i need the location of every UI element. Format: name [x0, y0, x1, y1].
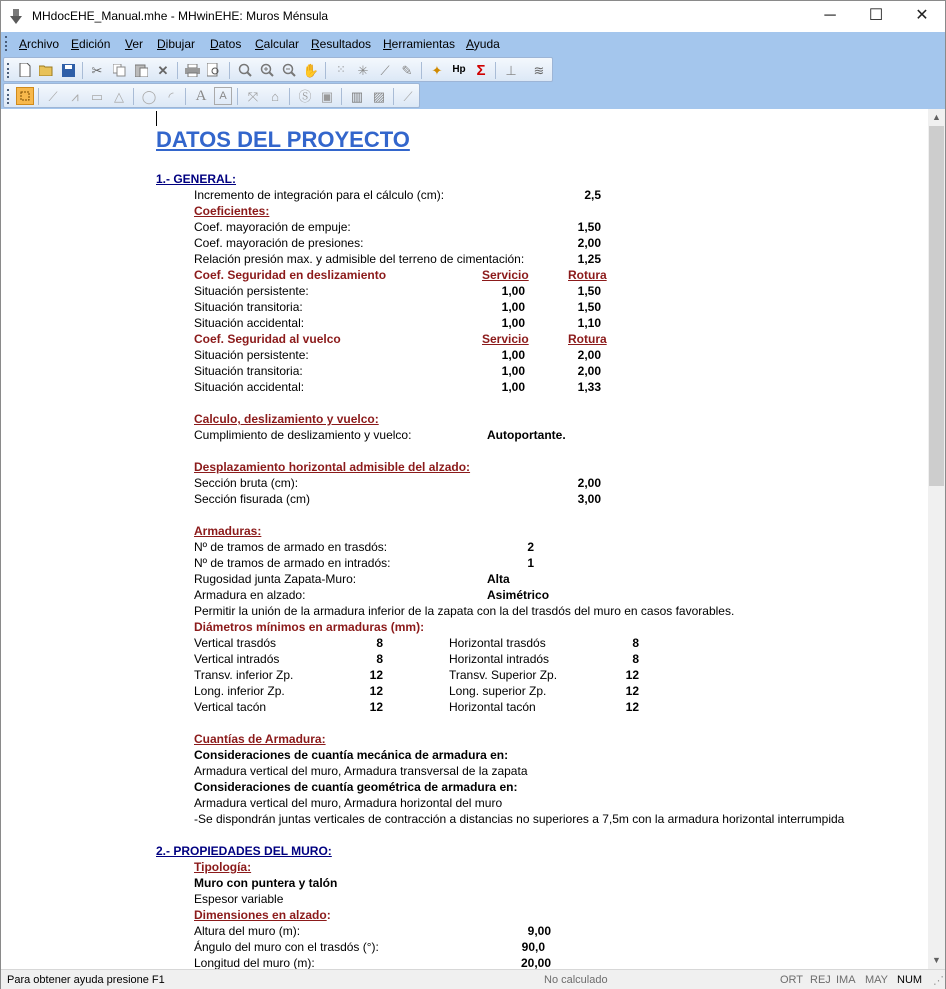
desl-servicio-value: 1,00: [501, 316, 525, 330]
pencil-icon[interactable]: ✎: [401, 62, 413, 78]
toolbar-separator: [341, 88, 342, 105]
diam-right-label: Long. superior Zp.: [449, 684, 547, 698]
zoom-in-icon[interactable]: [258, 61, 276, 79]
measure-icon[interactable]: ⟋: [380, 62, 390, 78]
grid-icon[interactable]: ⁙: [336, 63, 346, 76]
diam-right-label: Horizontal tacón: [449, 700, 536, 714]
juntas-text: -Se dispondrán juntas verticales de contracción a distancias no superiores a 7,5m con la armadura horizontal interrumpida: [194, 812, 845, 826]
toolbar-separator: [289, 88, 290, 105]
diam-right-label: Transv. Superior Zp.: [449, 668, 558, 682]
drawing-toolbar: [3, 83, 420, 108]
status-bar: [1, 969, 945, 989]
select-rect-icon[interactable]: [16, 87, 34, 105]
menu-calcular[interactable]: Calcular: [255, 37, 300, 51]
diam-right-value: 8: [632, 636, 639, 650]
longitud-label: Longitud del muro (m):: [194, 956, 315, 969]
text-icon[interactable]: A: [195, 87, 207, 104]
desl-rotura-value: 1,50: [577, 300, 601, 314]
menu-archivo[interactable]: Archivo: [19, 37, 60, 51]
altura-value: 9,00: [527, 924, 551, 938]
transitoria-label: Situación transitoria:: [194, 364, 303, 378]
toolbar-grip: [7, 63, 9, 78]
magic-icon[interactable]: ✦: [431, 62, 443, 78]
tramos-intrados-value: 1: [527, 556, 534, 570]
print-preview-icon[interactable]: [205, 61, 223, 79]
tipologia-value: Muro con puntera y talón: [194, 876, 338, 890]
rotura-header: Rotura: [568, 268, 607, 282]
main-toolbar: [3, 57, 553, 82]
armadura-alzado-value: Asimétrico: [487, 588, 550, 602]
cuantia-geometrica-text: Armadura vertical del muro, Armadura horizontal del muro: [194, 796, 503, 810]
window-title: MHdocEHE_Manual.mhe - MHwinEHE: Muros Ménsula: [32, 9, 329, 23]
angulo-label: Ángulo del muro con el trasdós (°):: [194, 940, 379, 954]
calculo-heading: Calculo, deslizamiento y vuelco:: [194, 412, 379, 426]
accidental-label: Situación accidental:: [194, 380, 305, 394]
status-ima: IMA: [836, 974, 856, 986]
presiones-value: 2,00: [577, 236, 601, 250]
tramos-intrados-label: Nº de tramos de armado en intradós:: [194, 556, 391, 570]
paste-icon[interactable]: [132, 61, 150, 79]
cumplimiento-label: Cumplimiento de deslizamiento y vuelco:: [194, 428, 412, 442]
menu-bar: [1, 32, 945, 54]
scroll-down-icon[interactable]: ▼: [932, 955, 941, 965]
rugosidad-label: Rugosidad junta Zapata-Muro:: [194, 572, 357, 586]
status-calc-state: No calculado: [544, 974, 608, 986]
incremento-label: Incremento de integración para el cálculo (cm):: [194, 188, 445, 202]
diam-left-value: 12: [369, 700, 383, 714]
seccion-bruta-value: 2,00: [577, 476, 601, 490]
hatch-icon[interactable]: ▨: [372, 88, 386, 104]
menu-ver[interactable]: Ver: [125, 37, 144, 51]
menu-resultados[interactable]: Resultados: [311, 37, 372, 51]
section-propiedades-heading: 2.- PROPIEDADES DEL MURO:: [156, 844, 332, 858]
diam-left-value: 12: [369, 668, 383, 682]
status-may: MAY: [865, 974, 889, 986]
cuantia-mecanica-heading: Consideraciones de cuantía mecánica de armadura en:: [194, 748, 509, 762]
layers-icon[interactable]: ≋: [533, 62, 545, 78]
vuelco-rotura-value: 2,00: [577, 348, 601, 362]
rugosidad-value: Alta: [487, 572, 510, 586]
app-icon: [10, 9, 22, 24]
arc-icon[interactable]: ◜: [168, 88, 174, 104]
pan-hand-icon[interactable]: ✋: [302, 62, 320, 78]
chart-icon[interactable]: ▥: [350, 88, 364, 104]
desl-rotura-value: 1,50: [577, 284, 601, 298]
vuelco-heading: Coef. Seguridad al vuelco: [194, 332, 341, 346]
diam-left-value: 8: [376, 636, 383, 650]
section-general-heading: 1.- GENERAL:: [156, 172, 237, 186]
diam-left-label: Vertical trasdós: [194, 636, 277, 650]
zoom-out-icon[interactable]: [280, 61, 298, 79]
resize-grip-icon[interactable]: ⋰: [933, 975, 944, 987]
status-rej: REJ: [810, 974, 831, 986]
menu-datos[interactable]: Datos: [210, 37, 242, 51]
title-bar: [1, 1, 945, 32]
cuantias-heading: Cuantías de Armadura:: [194, 732, 326, 746]
tramos-trasdos-value: 2: [527, 540, 534, 554]
deslizamiento-heading: Coef. Seguridad en deslizamiento: [194, 268, 387, 282]
status-ort: ORT: [780, 974, 804, 986]
toolbar-separator: [237, 88, 238, 105]
dimensiones-heading: [194, 907, 331, 923]
seccion-fisurada-value: 3,00: [577, 492, 601, 506]
seccion-fisurada-label: Sección fisurada (cm): [194, 492, 311, 506]
foundation-icon[interactable]: ⊥: [505, 62, 517, 78]
toolbar-separator: [133, 88, 134, 105]
menu-dibujar[interactable]: Dibujar: [157, 37, 196, 51]
cumplimiento-value: Autoportante.: [487, 428, 566, 442]
vuelco-rotura-value: 1,33: [577, 380, 601, 394]
menu-ayuda[interactable]: Ayuda: [466, 37, 500, 51]
toolbar-separator: [229, 62, 230, 79]
vuelco-servicio-value: 1,00: [501, 364, 525, 378]
altura-label: Altura del muro (m):: [194, 924, 301, 938]
cuantia-geometrica-heading: Consideraciones de cuantía geométrica de armadura en:: [194, 780, 518, 794]
incremento-value: 2,5: [584, 188, 601, 202]
toolbar-separator: [38, 88, 39, 105]
new-file-icon[interactable]: [16, 61, 34, 79]
toolbar-separator: [325, 62, 326, 79]
toolbar-separator: [421, 62, 422, 79]
text-box-icon[interactable]: A: [214, 87, 232, 105]
diam-left-label: Long. inferior Zp.: [194, 684, 285, 698]
diam-left-value: 8: [376, 652, 383, 666]
coeficientes-heading: Coeficientes:: [194, 204, 270, 218]
toolbar-grip: [7, 89, 9, 104]
vuelco-servicio-value: 1,00: [501, 380, 525, 394]
desl-rotura-value: 1,10: [577, 316, 601, 330]
brush-icon[interactable]: ⟋: [403, 88, 413, 104]
vertical-scrollbar[interactable]: [928, 109, 945, 969]
diam-right-value: 8: [632, 652, 639, 666]
dimensiones-heading-text: Dimensiones en alzado: [194, 908, 327, 922]
angulo-value: 90,0: [521, 940, 545, 954]
delete-icon[interactable]: ✕: [157, 62, 169, 78]
rotura-header: Rotura: [568, 332, 607, 346]
permitir-union-text: Permitir la unión de la armadura inferior de la zapata con la del trasdós del muro en casos favorables.: [194, 604, 735, 618]
relacion-value: 1,25: [577, 252, 601, 266]
espesor-text: Espesor variable: [194, 892, 284, 906]
desl-servicio-value: 1,00: [501, 284, 525, 298]
diam-left-value: 12: [369, 684, 383, 698]
hp-icon[interactable]: Hp: [452, 64, 466, 75]
diam-left-label: Transv. inferior Zp.: [194, 668, 294, 682]
armaduras-heading: Armaduras:: [194, 524, 262, 538]
seccion-bruta-label: Sección bruta (cm):: [194, 476, 299, 490]
toolbar-separator: [495, 62, 496, 79]
open-folder-icon[interactable]: [37, 61, 55, 79]
save-icon[interactable]: [59, 61, 77, 79]
menu-edicion[interactable]: Edición: [71, 37, 111, 51]
persistente-label: Situación persistente:: [194, 348, 309, 362]
diam-right-value: 12: [625, 668, 639, 682]
armadura-alzado-label: Armadura en alzado:: [194, 588, 306, 602]
diametros-heading: Diámetros mínimos en armaduras (mm):: [194, 620, 425, 634]
triangle-icon[interactable]: △: [114, 88, 124, 104]
diam-left-label: Vertical intradós: [194, 652, 280, 666]
presiones-label: Coef. mayoración de presiones:: [194, 236, 364, 250]
tramos-trasdos-label: Nº de tramos de armado en trasdós:: [194, 540, 388, 554]
desl-servicio-value: 1,00: [501, 300, 525, 314]
print-icon[interactable]: [183, 61, 201, 79]
diam-right-label: Horizontal intradós: [449, 652, 550, 666]
persistente-label: Situación persistente:: [194, 284, 309, 298]
toolbar-area: [1, 54, 945, 109]
text-cursor: [156, 111, 157, 126]
cut-icon[interactable]: ✂: [91, 62, 103, 78]
servicio-header: Servicio: [482, 268, 529, 282]
menu-grip: [5, 36, 8, 51]
diam-right-value: 12: [625, 684, 639, 698]
maximize-button[interactable]: ☐: [868, 7, 884, 24]
symbol-icon[interactable]: Ⓢ: [298, 88, 312, 104]
toolbar-separator: [82, 62, 83, 79]
scroll-up-icon[interactable]: ▲: [932, 112, 941, 122]
label-icon[interactable]: ⌂: [271, 88, 279, 104]
tipologia-heading: Tipología:: [194, 860, 252, 874]
line-icon[interactable]: ⟋: [48, 88, 58, 104]
vuelco-rotura-value: 2,00: [577, 364, 601, 378]
toolbar-separator: [185, 88, 186, 105]
desplazamiento-heading: Desplazamiento horizontal admisible del alzado:: [194, 460, 471, 474]
dimension-icon[interactable]: ⤧: [247, 88, 259, 104]
diam-left-label: Vertical tacón: [194, 700, 267, 714]
snap-icon[interactable]: ✳: [357, 62, 369, 78]
rectangle-icon[interactable]: ▭: [90, 88, 104, 104]
empuje-value: 1,50: [577, 220, 601, 234]
image-icon[interactable]: ▣: [320, 88, 334, 104]
status-help-text: Para obtener ayuda presione F1: [7, 974, 165, 986]
accidental-label: Situación accidental:: [194, 316, 305, 330]
close-button[interactable]: ✕: [915, 7, 929, 24]
copy-icon[interactable]: [110, 61, 128, 79]
scroll-thumb[interactable]: [929, 126, 944, 486]
document-title: DATOS DEL PROYECTO: [156, 127, 410, 152]
longitud-value: 20,00: [520, 956, 551, 969]
circle-icon[interactable]: ◯: [141, 88, 157, 104]
minimize-button[interactable]: ─: [824, 7, 836, 24]
empuje-label: Coef. mayoración de empuje:: [194, 220, 351, 234]
zoom-icon[interactable]: [236, 61, 254, 79]
transitoria-label: Situación transitoria:: [194, 300, 303, 314]
diam-right-value: 12: [625, 700, 639, 714]
sigma-icon[interactable]: Σ: [476, 61, 486, 79]
toolbar-separator: [393, 88, 394, 105]
cuantia-mecanica-text: Armadura vertical del muro, Armadura transversal de la zapata: [194, 764, 528, 778]
polyline-icon[interactable]: ⩘: [71, 88, 79, 104]
document-view[interactable]: [3, 109, 928, 969]
relacion-label: Relación presión max. y admisible del terreno de cimentación:: [194, 252, 525, 266]
toolbar-separator: [177, 62, 178, 79]
menu-herramientas[interactable]: Herramientas: [383, 37, 456, 51]
status-num: NUM: [897, 974, 923, 986]
dimensiones-heading-colon: :: [326, 908, 331, 922]
vuelco-servicio-value: 1,00: [501, 348, 525, 362]
diam-right-label: Horizontal trasdós: [449, 636, 546, 650]
servicio-header: Servicio: [482, 332, 529, 346]
